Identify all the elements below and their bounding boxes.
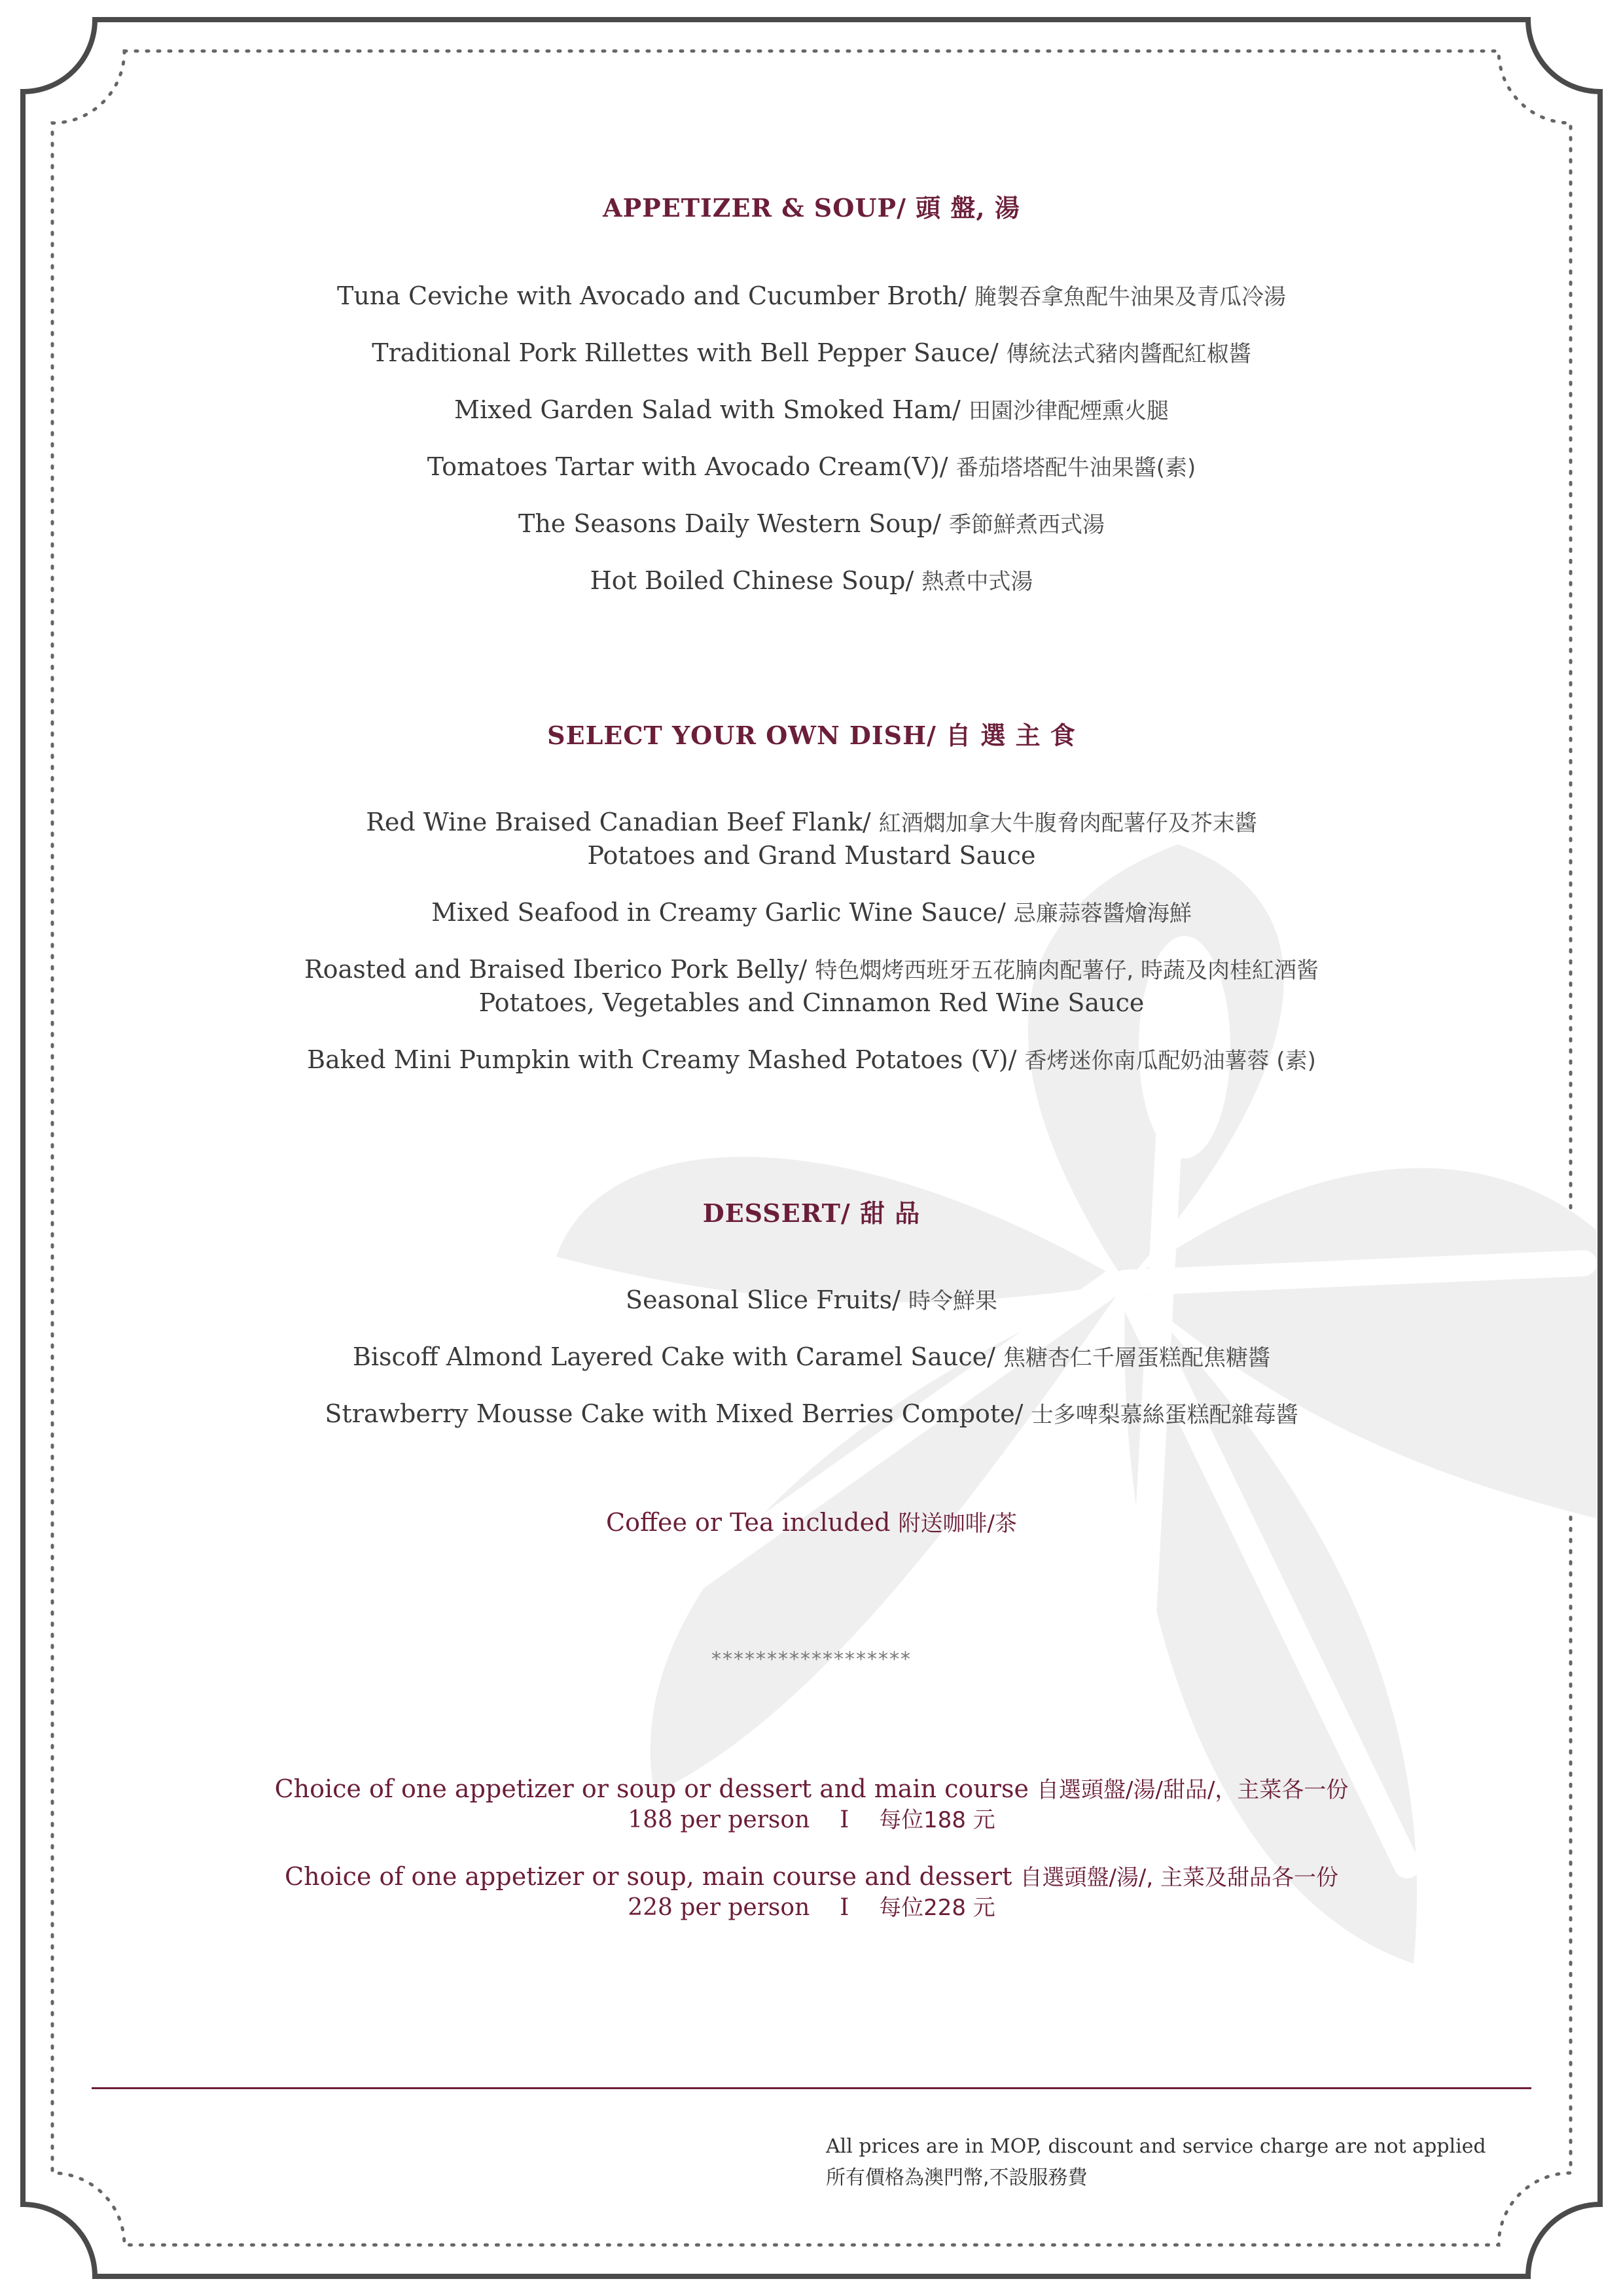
item-en: The Seasons Daily Western Soup/ bbox=[518, 509, 941, 538]
footer-note-en: All prices are in MOP, discount and service charge are not applied bbox=[826, 2135, 1486, 2158]
item-zh: 焦糖杏仁千層蛋糕配焦糖醬 bbox=[1003, 1345, 1271, 1371]
price-option-en: Choice of one appetizer or soup or dessert and main course bbox=[274, 1774, 1029, 1803]
footer-divider bbox=[92, 2087, 1531, 2089]
price-line bbox=[0, 1803, 1623, 1837]
item-zh: 腌製吞拿魚配牛油果及青瓜冷湯 bbox=[974, 284, 1287, 310]
item-en: Roasted and Braised Iberico Pork Belly/ bbox=[304, 955, 808, 984]
item-zh: 紅酒燜加拿大牛腹脅肉配薯仔及芥末醬 bbox=[878, 810, 1257, 836]
item-zh: 熱煮中式湯 bbox=[921, 569, 1033, 595]
divider-stars: ****************** bbox=[711, 1648, 912, 1671]
item-en: Tuna Ceviche with Avocado and Cucumber Broth/ bbox=[336, 281, 967, 310]
appetizer-heading: APPETIZER & SOUP/ 頭 盤, 湯 bbox=[603, 193, 1020, 223]
price-separator: I bbox=[840, 1806, 849, 1833]
price-option-zh: 自選頭盤/湯/, 主菜及甜品各一份 bbox=[1020, 1865, 1338, 1891]
item-en: Strawberry Mousse Cake with Mixed Berries Compote/ bbox=[325, 1399, 1024, 1428]
price-separator: I bbox=[840, 1894, 849, 1921]
menu-item bbox=[0, 393, 1623, 428]
menu-item bbox=[0, 450, 1623, 485]
item-zh: 士多啤梨慕絲蛋糕配雜莓醬 bbox=[1031, 1402, 1298, 1428]
menu-item bbox=[0, 952, 1623, 988]
main-course-heading: SELECT YOUR OWN DISH/ 自 選 主 食 bbox=[547, 721, 1076, 750]
coffee-zh: 附送咖啡/茶 bbox=[898, 1511, 1017, 1537]
item-zh: 時令鮮果 bbox=[908, 1288, 997, 1314]
menu-item bbox=[0, 805, 1623, 840]
price-line bbox=[0, 1891, 1623, 1925]
menu-item bbox=[0, 895, 1623, 931]
coffee-en: Coffee or Tea included bbox=[606, 1508, 891, 1537]
price-option-en: Choice of one appetizer or soup, main course and dessert bbox=[285, 1862, 1012, 1891]
menu-item bbox=[0, 1043, 1623, 1078]
item-en: Hot Boiled Chinese Soup/ bbox=[590, 566, 914, 595]
menu-item-line2: Potatoes, Vegetables and Cinnamon Red Wine Sauce bbox=[478, 988, 1145, 1017]
price-zh: 每位188 元 bbox=[879, 1807, 995, 1833]
price-zh: 每位228 元 bbox=[879, 1895, 995, 1921]
item-zh: 田園沙律配煙熏火腿 bbox=[968, 398, 1169, 424]
menu-item bbox=[0, 336, 1623, 371]
menu-item bbox=[0, 507, 1623, 542]
price-option-zh: 自選頭盤/湯/甜品/，主菜各一份 bbox=[1037, 1777, 1349, 1803]
footer-note-zh: 所有價格為澳門幣,不設服務費 bbox=[826, 2166, 1088, 2189]
menu-item bbox=[0, 279, 1623, 314]
item-en: Tomatoes Tartar with Avocado Cream(V)/ bbox=[427, 452, 948, 481]
menu-item-line2: Potatoes and Grand Mustard Sauce bbox=[587, 841, 1036, 870]
price-option bbox=[0, 1772, 1623, 1807]
menu-item bbox=[0, 1283, 1623, 1318]
item-zh: 傳統法式豬肉醬配紅椒醬 bbox=[1006, 341, 1251, 367]
item-en: Biscoff Almond Layered Cake with Caramel Sauce/ bbox=[352, 1342, 995, 1371]
coffee-note bbox=[0, 1505, 1623, 1541]
item-zh: 香烤迷你南瓜配奶油薯蓉 (素) bbox=[1024, 1048, 1316, 1074]
dessert-heading: DESSERT/ 甜 品 bbox=[702, 1198, 921, 1228]
menu-item bbox=[0, 564, 1623, 599]
item-en: Mixed Seafood in Creamy Garlic Wine Sauce/ bbox=[431, 898, 1006, 927]
item-en: Traditional Pork Rillettes with Bell Pepper Sauce/ bbox=[372, 338, 999, 367]
price-en: 228 per person bbox=[628, 1894, 810, 1921]
menu-item bbox=[0, 1340, 1623, 1375]
item-en: Baked Mini Pumpkin with Creamy Mashed Potatoes (V)/ bbox=[307, 1045, 1017, 1074]
menu-item bbox=[0, 1397, 1623, 1432]
item-zh: 季節鮮煮西式湯 bbox=[949, 512, 1105, 538]
item-zh: 番茄塔塔配牛油果醬(素) bbox=[955, 455, 1196, 481]
item-en: Mixed Garden Salad with Smoked Ham/ bbox=[454, 395, 961, 424]
item-zh: 特色燜烤西班牙五花腩肉配薯仔, 時蔬及肉桂紅酒酱 bbox=[815, 958, 1319, 984]
item-en: Red Wine Braised Canadian Beef Flank/ bbox=[366, 808, 871, 836]
price-option bbox=[0, 1859, 1623, 1895]
price-en: 188 per person bbox=[628, 1806, 810, 1833]
item-zh: 忌廉蒜蓉醬燴海鮮 bbox=[1013, 901, 1192, 927]
item-en: Seasonal Slice Fruits/ bbox=[626, 1285, 901, 1314]
